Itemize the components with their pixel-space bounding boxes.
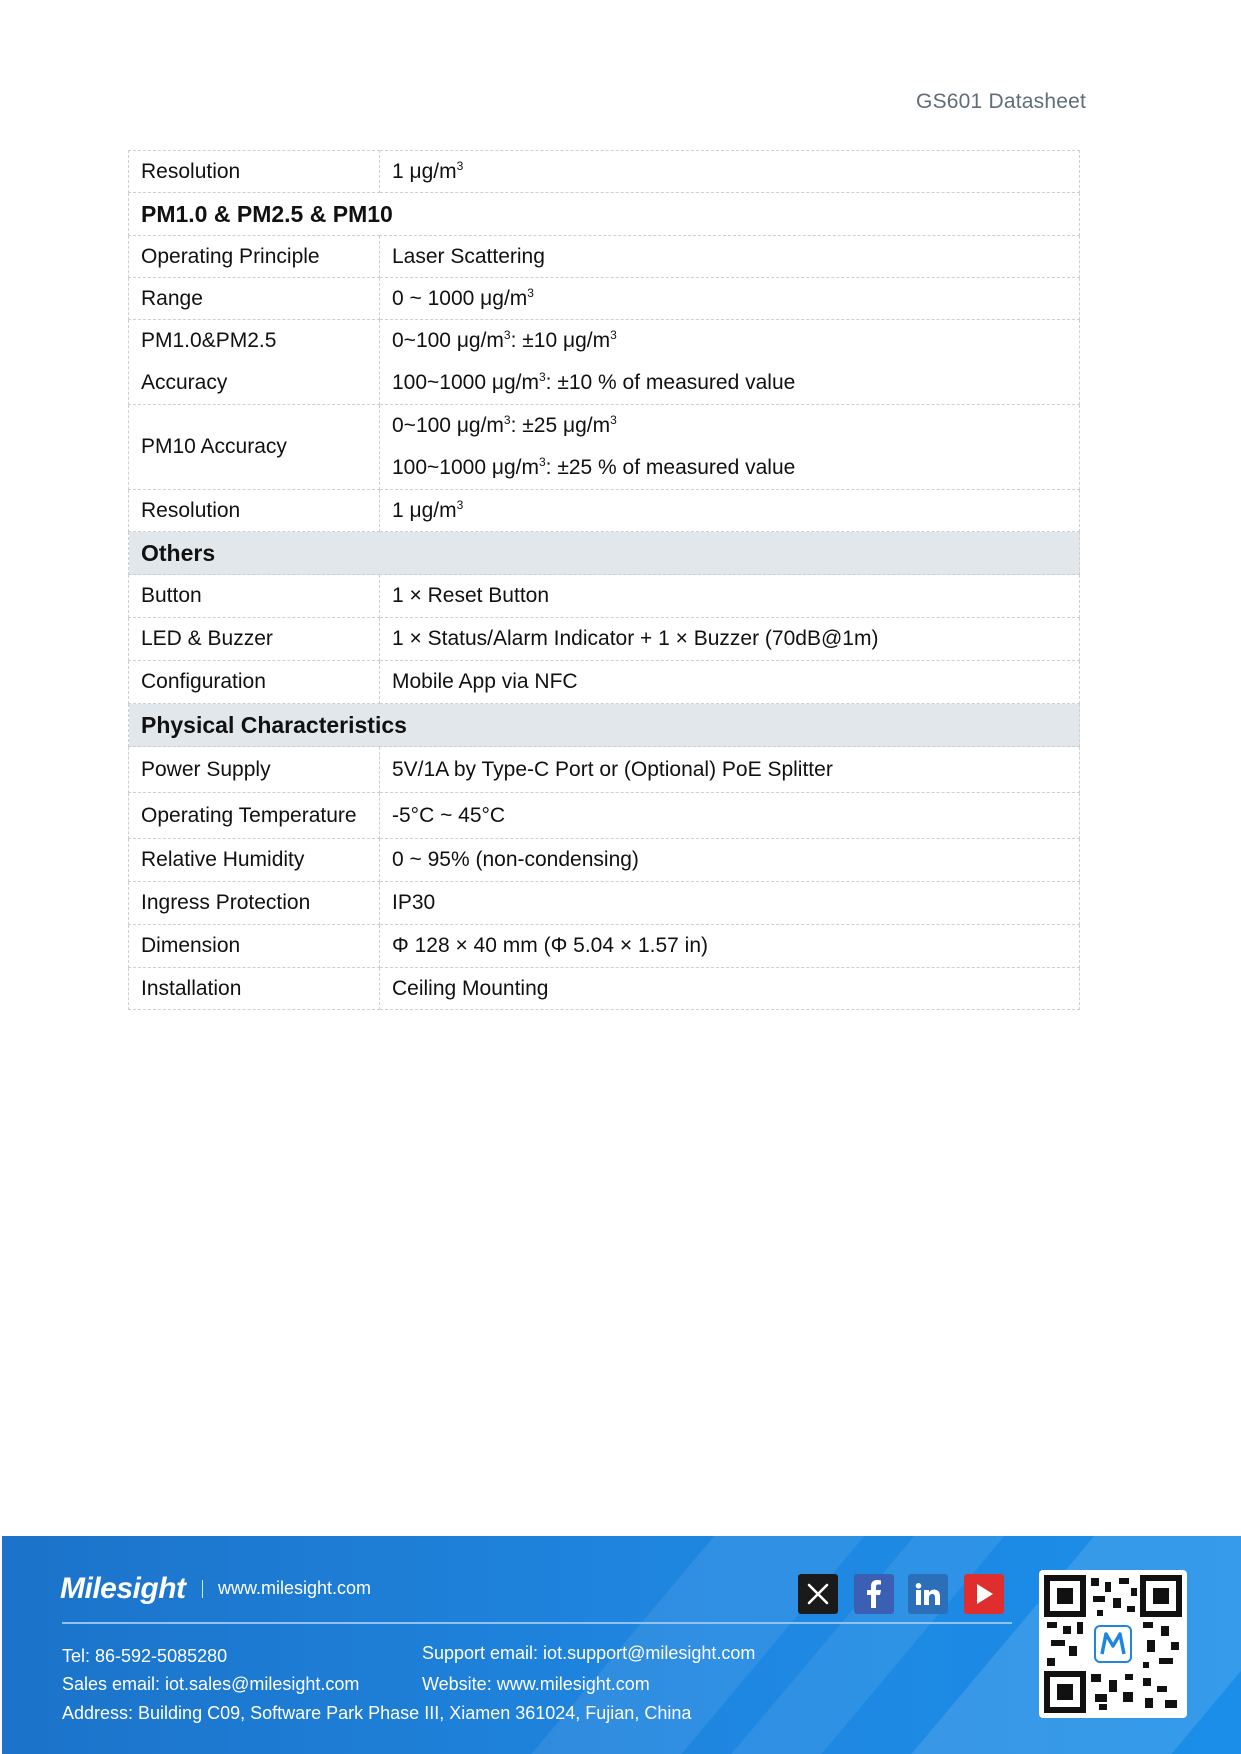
x-icon[interactable] bbox=[798, 1574, 838, 1614]
table-row bbox=[129, 882, 1080, 925]
row-label: PM10 Accuracy bbox=[129, 405, 380, 490]
table-row bbox=[129, 925, 1080, 968]
document-title: GS601 Datasheet bbox=[916, 90, 1086, 113]
row-value: Ceiling Mounting bbox=[380, 968, 1080, 1010]
table-row bbox=[129, 405, 1080, 490]
address-text: Address: Building C09, Software Park Phase III, Xiamen 361024, Fujian, China bbox=[62, 1703, 692, 1723]
row-value: Mobile App via NFC bbox=[380, 661, 1080, 704]
table-row bbox=[129, 236, 1080, 278]
spec-table bbox=[128, 150, 1080, 1010]
table-row bbox=[129, 618, 1080, 661]
row-label: Installation bbox=[129, 968, 380, 1010]
row-label: Button bbox=[129, 575, 380, 618]
qr-code bbox=[1039, 1570, 1187, 1718]
section-title: Others bbox=[129, 532, 1080, 575]
row-label: Operating Temperature bbox=[129, 793, 380, 839]
row-value: 1 × Status/Alarm Indicator + 1 × Buzzer (70dB@1m) bbox=[380, 618, 1080, 661]
row-label: Range bbox=[129, 278, 380, 320]
row-value: 0~100 $\mu g/m^3$: ±25 $\mu g/m^3$ 100~1000 $\mu g/m^3$: ±25 % of measured value bbox=[380, 405, 1080, 490]
section-row-others bbox=[129, 532, 1080, 575]
table-row bbox=[129, 278, 1080, 320]
table-row bbox=[129, 661, 1080, 704]
row-label: Dimension bbox=[129, 925, 380, 968]
row-value: 1 × Reset Button bbox=[380, 575, 1080, 618]
row-value: 0~100 $\mu g/m^3$: ±10 $\mu g/m^3$ 100~1000 $\mu g/m^3$: ±10 % of measured value bbox=[380, 320, 1080, 405]
section-title: Physical Characteristics bbox=[129, 704, 1080, 747]
table-row bbox=[129, 839, 1080, 882]
row-label: Configuration bbox=[129, 661, 380, 704]
row-value: 0 ~ 95% (non-condensing) bbox=[380, 839, 1080, 882]
youtube-icon[interactable] bbox=[964, 1574, 1004, 1614]
row-value: 5V/1A by Type-C Port or (Optional) PoE Splitter bbox=[380, 747, 1080, 793]
row-label: Ingress Protection bbox=[129, 882, 380, 925]
row-value: Laser Scattering bbox=[380, 236, 1080, 278]
linkedin-icon[interactable] bbox=[908, 1574, 948, 1614]
row-label: PM1.0&PM2.5 Accuracy bbox=[129, 320, 380, 405]
table-row bbox=[129, 793, 1080, 839]
table-row bbox=[129, 968, 1080, 1010]
table-row bbox=[129, 490, 1080, 532]
row-value: 0 ~ 1000 $\mu g/m^3$ bbox=[380, 278, 1080, 320]
row-value: 1 $\mu g/m^3$ bbox=[380, 490, 1080, 532]
footer-divider bbox=[62, 1622, 1012, 1624]
row-label: Resolution bbox=[129, 490, 380, 532]
support-email[interactable]: Support email: iot.support@milesight.com bbox=[422, 1643, 756, 1663]
footer-banner bbox=[2, 1536, 1241, 1754]
row-value: Φ 128 × 40 mm (Φ 5.04 × 1.57 in) bbox=[380, 925, 1080, 968]
row-label: Operating Principle bbox=[129, 236, 380, 278]
facebook-icon[interactable] bbox=[854, 1574, 894, 1614]
table-row bbox=[129, 747, 1080, 793]
row-label: Relative Humidity bbox=[129, 839, 380, 882]
milesight-logo: Milesight bbox=[60, 1572, 186, 1605]
sales-email[interactable]: Sales email: iot.sales@milesight.com bbox=[62, 1674, 360, 1694]
section-row-physical bbox=[129, 704, 1080, 747]
table-row bbox=[129, 575, 1080, 618]
row-value: 1 $\mu g/m^3$ bbox=[380, 151, 1080, 193]
row-label: Resolution bbox=[129, 151, 380, 193]
row-label: Power Supply bbox=[129, 747, 380, 793]
row-label: LED & Buzzer bbox=[129, 618, 380, 661]
row-value: IP30 bbox=[380, 882, 1080, 925]
section-title: PM1.0 & PM2.5 & PM10 bbox=[129, 193, 1080, 236]
tel-text: Tel: 86-592-5085280 bbox=[62, 1646, 228, 1666]
website-link-header[interactable]: www.milesight.com bbox=[218, 1578, 372, 1598]
table-row bbox=[129, 320, 1080, 405]
website-link[interactable]: Website: www.milesight.com bbox=[422, 1674, 650, 1694]
table-row bbox=[129, 151, 1080, 193]
row-value: -5°C ~ 45°C bbox=[380, 793, 1080, 839]
divider bbox=[202, 1580, 203, 1598]
section-row-pm bbox=[129, 193, 1080, 236]
